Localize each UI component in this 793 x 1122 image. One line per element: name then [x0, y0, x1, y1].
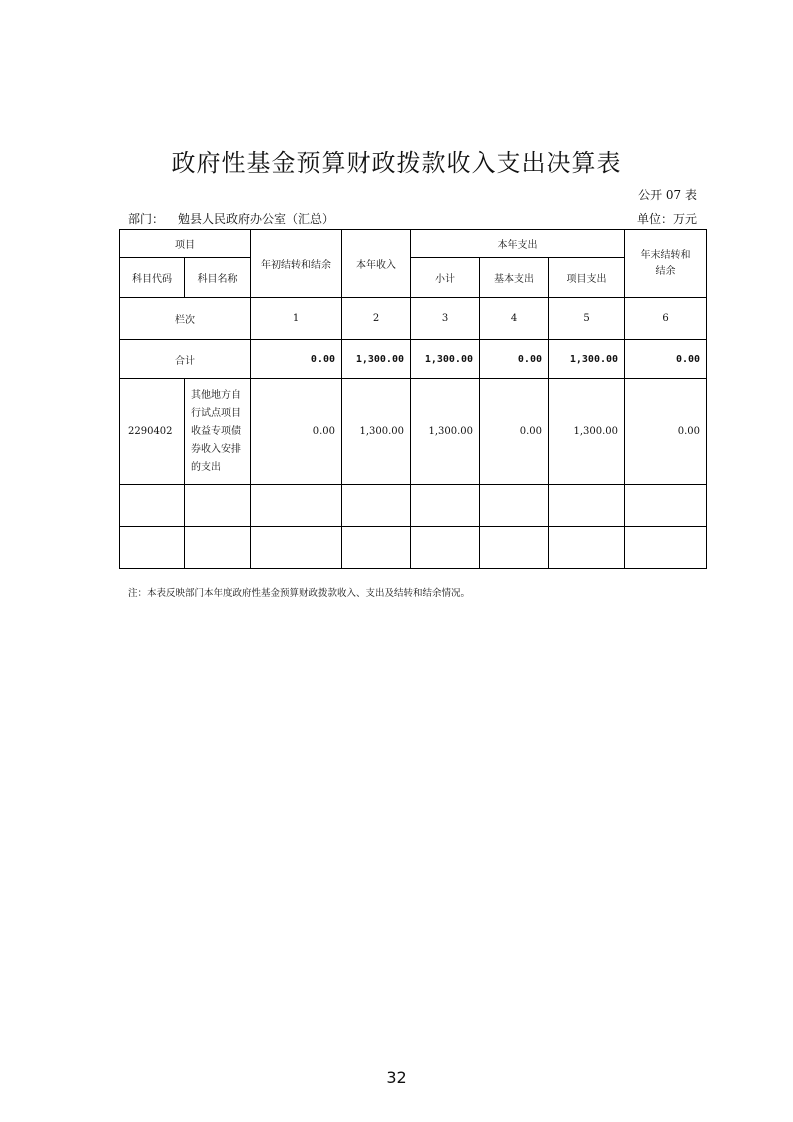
column-number: 3 [411, 298, 480, 340]
column-number: 4 [480, 298, 549, 340]
table-row [120, 379, 707, 485]
total-cell: 0.00 [251, 340, 342, 379]
header-subtotal: 小计 [411, 258, 480, 298]
header-income: 本年收入 [342, 230, 411, 298]
budget-table [119, 229, 707, 569]
total-row [120, 340, 707, 379]
total-cell: 0.00 [625, 340, 707, 379]
header-basic: 基本支出 [480, 258, 549, 298]
subject-name-line: 其他地方自 [191, 389, 241, 401]
department-label: 部门： [128, 212, 165, 226]
header-row-2 [120, 258, 707, 298]
value-cell: 1,300.00 [411, 379, 480, 485]
column-number: 2 [342, 298, 411, 340]
column-number: 6 [625, 298, 707, 340]
total-cell: 0.00 [480, 340, 549, 379]
total-cell: 1,300.00 [549, 340, 625, 379]
subject-name-line: 的支出 [191, 461, 221, 473]
subject-name-line: 行试点项目 [191, 407, 241, 419]
empty-row [120, 485, 707, 527]
value-cell: 0.00 [625, 379, 707, 485]
value-cell: 0.00 [251, 379, 342, 485]
header-ending-balance [625, 230, 707, 298]
header-subject-code: 科目代码 [120, 258, 185, 298]
subject-name-cell [185, 379, 251, 485]
total-cell: 1,300.00 [411, 340, 480, 379]
header-item: 项目 [120, 230, 251, 258]
value-cell: 1,300.00 [549, 379, 625, 485]
total-label: 合计 [120, 340, 251, 379]
table-note: 注：本表反映部门本年度政府性基金预算财政拨款收入、支出及结转和结余情况。 [128, 588, 471, 599]
subject-code-cell: 2290402 [120, 379, 185, 485]
header-subject-name: 科目名称 [185, 258, 251, 298]
header-row-1 [120, 230, 707, 258]
unit-label: 单位：万元 [636, 212, 697, 226]
value-cell: 0.00 [480, 379, 549, 485]
department-line [128, 210, 334, 227]
form-code: 公开 07 表 [638, 188, 697, 202]
total-cell: 1,300.00 [342, 340, 411, 379]
empty-row [120, 527, 707, 569]
header-ending-balance-text: 年末结转和结余 [640, 249, 691, 277]
column-number: 1 [251, 298, 342, 340]
subject-name-line: 收益专项债 [191, 425, 241, 437]
column-number-row [120, 298, 707, 340]
department-name: 勉县人民政府办公室（汇总） [178, 212, 335, 226]
header-expenditure: 本年支出 [411, 230, 625, 258]
page-title: 政府性基金预算财政拨款收入支出决算表 [171, 149, 622, 177]
header-project: 项目支出 [549, 258, 625, 298]
header-beginning-balance: 年初结转和结余 [251, 230, 342, 298]
column-number-label: 栏次 [120, 298, 251, 340]
page-number: 32 [386, 1068, 407, 1087]
subject-name-line: 券收入安排 [191, 443, 241, 455]
column-number: 5 [549, 298, 625, 340]
value-cell: 1,300.00 [342, 379, 411, 485]
